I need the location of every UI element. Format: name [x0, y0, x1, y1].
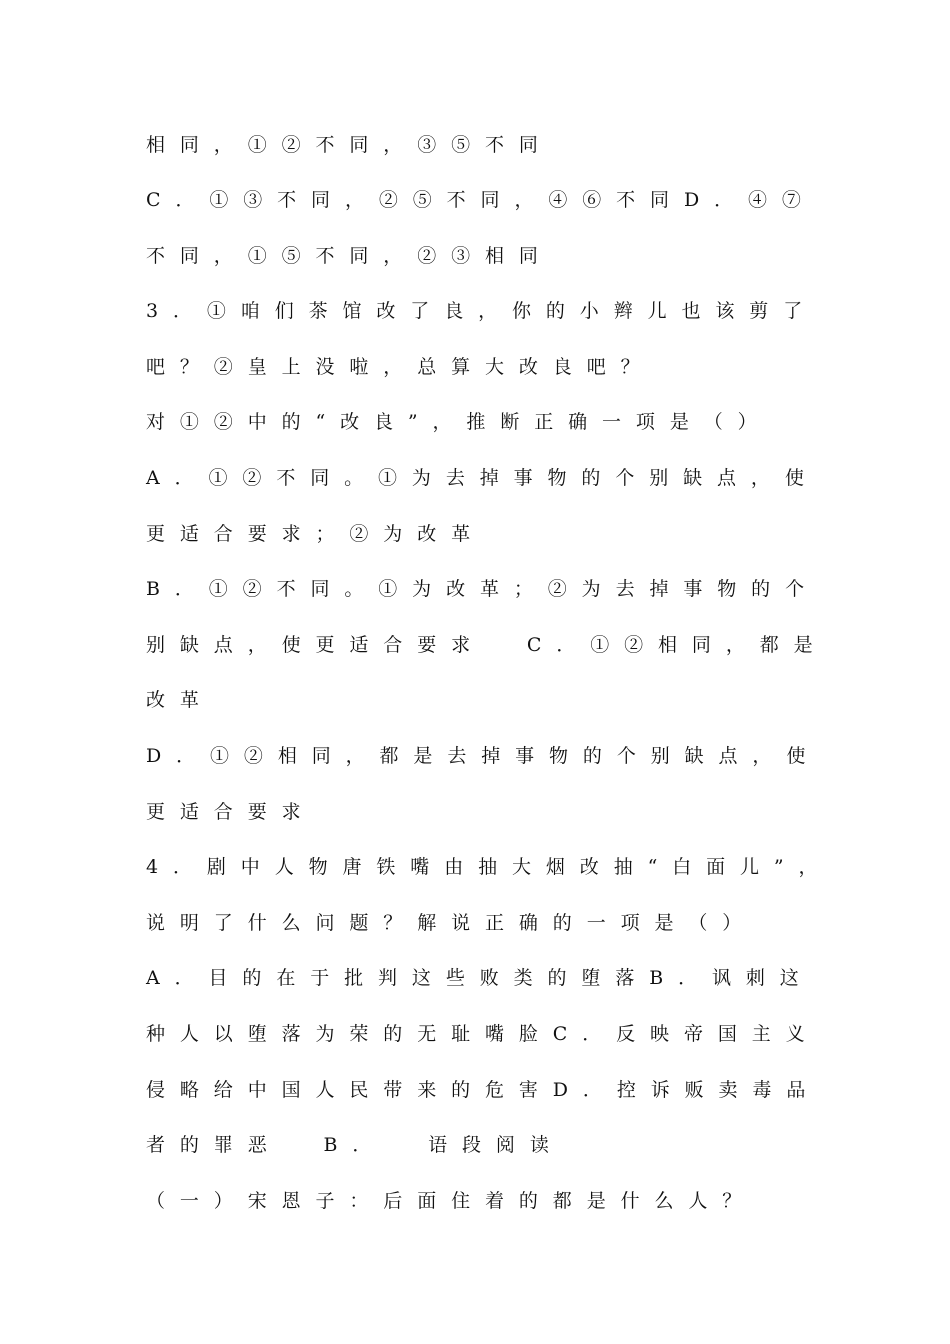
text-line: B．①②不同。①为改革；②为去掉事物的个 — [146, 578, 819, 600]
text-line: 3．①咱们茶馆改了良，你的小辫儿也该剪了 — [146, 300, 818, 322]
text-line: 者的罪恶 B． 语段阅读 — [146, 1134, 564, 1156]
text-line: 更适合要求 — [146, 801, 316, 823]
text-line: 别缺点，使更适合要求 C．①②相同，都是 — [146, 634, 828, 656]
text-line: A．①②不同。①为去掉事物的个别缺点，使 — [146, 467, 819, 489]
text-line: D．①②相同，都是去掉事物的个别缺点，使 — [146, 745, 821, 767]
text-line: A．目的在于批判这些败类的堕落B．讽刺这 — [146, 967, 814, 989]
text-line: 对①②中的“改良”，推断正确一项是（） — [146, 411, 772, 433]
text-line: 相同，①②不同，③⑤不同 — [146, 134, 553, 156]
text-line: 不同，①⑤不同，②③相同 — [146, 245, 553, 267]
text-line: （一）宋恩子：后面住着的都是什么人？ — [146, 1190, 757, 1212]
text-line: 吧？②皇上没啦，总算大改良吧？ — [146, 356, 655, 378]
text-line: 说明了什么问题？解说正确的一项是（） — [146, 912, 757, 934]
text-line: 种人以堕落为荣的无耻嘴脸C．反映帝国主义 — [146, 1023, 820, 1045]
text-line: 更适合要求；②为改革 — [146, 523, 486, 545]
text-line: 4．剧中人物唐铁嘴由抽大烟改抽“白面儿”， — [146, 856, 833, 878]
text-line: 侵略给中国人民带来的危害D．控诉贩卖毒品 — [146, 1079, 821, 1101]
text-line: 改革 — [146, 689, 214, 711]
text-line: C．①③不同，②⑤不同，④⑥不同D．④⑦ — [146, 189, 816, 211]
